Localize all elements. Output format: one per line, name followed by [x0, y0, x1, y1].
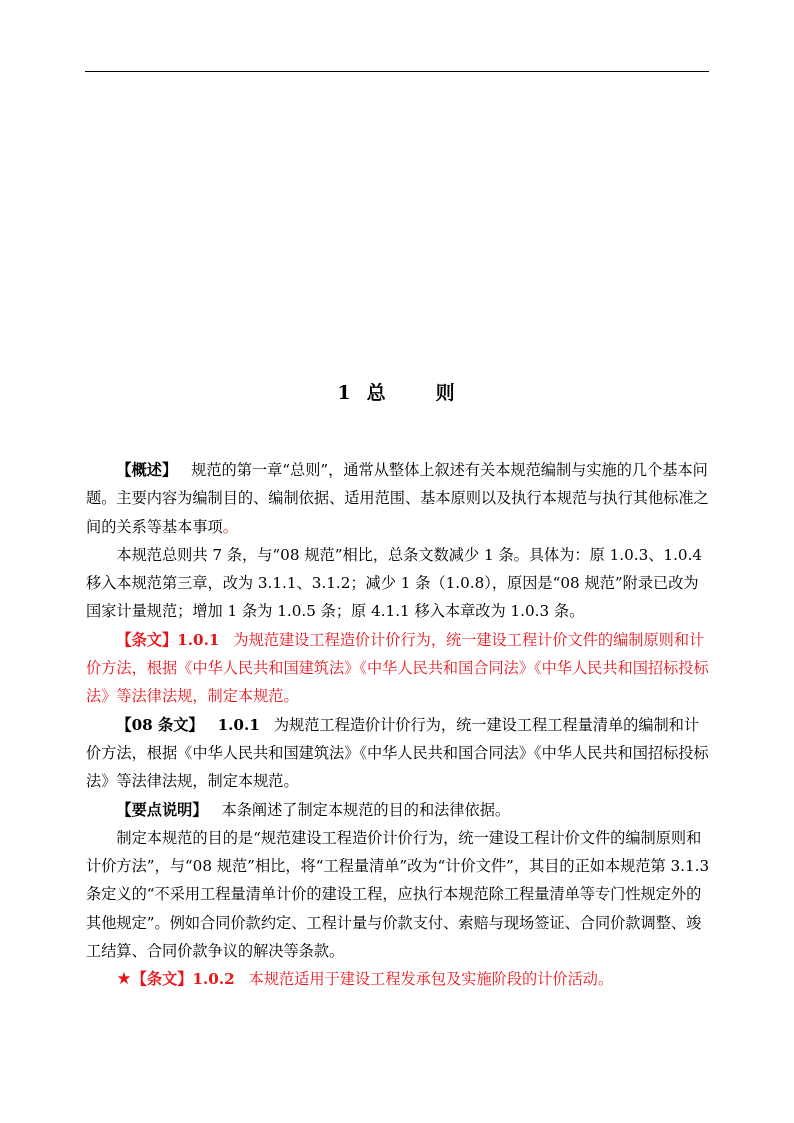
key-points-text: 本条阐述了制定本规范的目的和法律依据。 [221, 800, 511, 819]
key-points-tag: 【要点说明】 [116, 800, 208, 819]
clause-1-0-1 [86, 626, 710, 711]
clause-1-0-2-text: 本规范适用于建设工程发承包及实施阶段的计价活动。 [248, 970, 614, 989]
key-points-paragraph [86, 796, 710, 824]
clause-08-text: 为规范工程造价计价行为，统一建设工程工程量清单的编制和计价方法，根据《中华人民共和国建筑法》《中华人民共和国合同法》《中华人民共和国招标投标法》等法律法规，制定本规范。 [86, 715, 709, 791]
overview-end: 。 [222, 517, 238, 536]
clause-08-1-0-1 [86, 711, 710, 796]
chapter-title [0, 378, 794, 405]
overview-paragraph [86, 456, 710, 541]
clause-1-0-2 [86, 965, 710, 993]
explanation-paragraph: 制定本规范的目的是“规范建设工程造价计价行为，统一建设工程计价文件的编制原则和计价方法”，与“08 规范”相比，将“工程量清单”改为“计价文件”，其目的正如本规范第 3.1.3 条定义的“不采用工程量清单计价的建设工程，应执行本规范除工程量清单等专门性规定外的其他规定”。例如合同价款约定、工程计量与价款支付、索赔与现场签证、合同价款调整、竣工结算、合同价款争议的解决等条款。 [86, 828, 710, 961]
clause-1-0-2-tag: 【条文】1.0.2 [131, 970, 235, 989]
clause-08-tag: 【08 条文】 [116, 715, 204, 734]
star-icon: ★ [116, 969, 132, 990]
chapter-title-part1: 总 [366, 382, 388, 404]
overview-text: 规范的第一章“总则”，通常从整体上叙述有关本规范编制与实施的几个基本问题。主要内容为编制目的、编制依据、适用范围、基本原则以及执行本规范与执行其他标准之间的关系等基本事项 [86, 461, 709, 536]
clause-08-number: 1.0.1 [217, 715, 260, 734]
overview-tag: 【概述】 [116, 461, 178, 479]
chapter-title-part2: 则 [435, 382, 457, 404]
clause-1-0-1-text: 为规范建设工程造价计价行为，统一建设工程计价文件的编制原则和计价方法，根据《中华人民共和国建筑法》《中华人民共和国合同法》《中华人民共和国招标投标法》等法律法规，制定本规范。 [86, 630, 709, 706]
summary-paragraph: 本规范总则共 7 条，与“08 规范”相比，总条文数减少 1 条。具体为：原 1.0.3、1.0.4 移入本规范第三章，改为 3.1.1、3.1.2；减少 1 条（1.0.8），原因是“08 规范”附录已改为国家计量规范；增加 1 条为 1.0.5 条；原 4.1.1 移入本章改为 1.0.3 条。 [86, 545, 703, 621]
clause-1-0-1-tag: 【条文】1.0.1 [116, 630, 220, 649]
document-body [86, 456, 710, 994]
header-rule [85, 71, 709, 72]
chapter-number: 1 [337, 382, 353, 404]
